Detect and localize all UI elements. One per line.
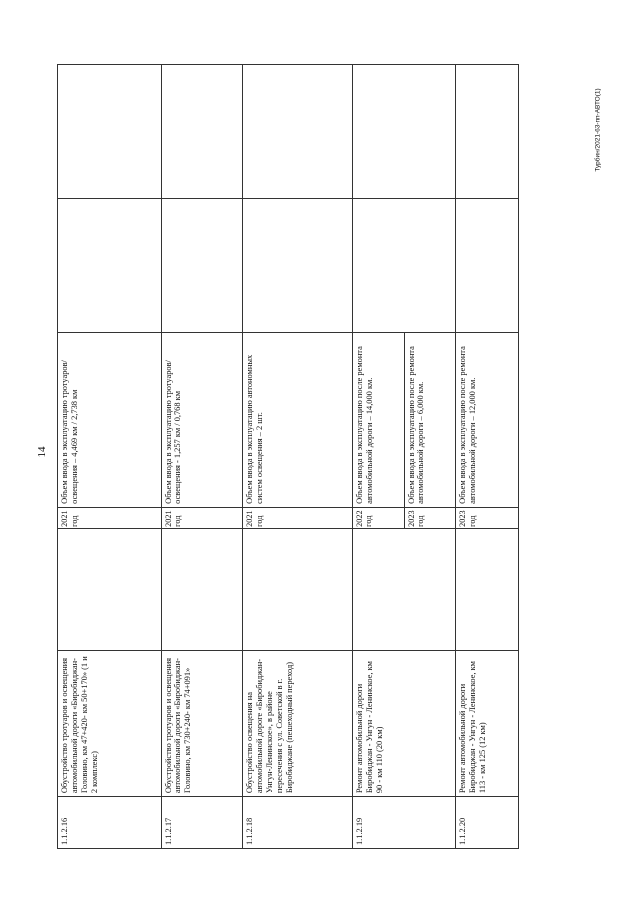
row-title: Ремонт автомобильной дороги Биробиджан - Унгун - Ленинское, км 113 - км 125 (12 км) — [456, 651, 518, 797]
indicator-text: Объем ввода в эксплуатацию после ремонта автомобильной дороги – 14,000 км. — [354, 346, 374, 504]
empty-cell — [162, 65, 243, 198]
year-value: 2021 — [163, 510, 173, 527]
table-row — [58, 65, 162, 848]
indicator-text: Объем ввода в эксплуатацию тротуаров/освещения - 1,257 км / 0,768 км — [163, 360, 183, 504]
page-number-text: 14 — [36, 446, 48, 458]
row-title: Обустройство освещения на автомобильной дороге «Биробиджан-Унгун-Ленинское», в районе пересечения с ул. Советской в г. Биробиджане (пешеходный переход) — [243, 651, 352, 797]
empty-cell — [162, 198, 243, 333]
year-value: 2021 — [60, 510, 69, 527]
empty-cell — [243, 65, 352, 198]
empty-cell — [353, 198, 456, 333]
indicator-year — [353, 507, 404, 528]
empty-cell — [456, 198, 518, 333]
table-row — [243, 65, 353, 848]
empty-cell — [243, 198, 352, 333]
empty-cell — [353, 528, 456, 651]
indicator-year — [58, 507, 161, 528]
empty-cell — [162, 528, 243, 651]
indicator-entry — [162, 333, 243, 527]
row-number: 1.1.2.16 — [58, 796, 161, 848]
indicator-group — [456, 332, 518, 527]
table-row — [162, 65, 244, 848]
empty-cell — [58, 65, 161, 198]
indicator-entry — [243, 333, 352, 527]
year-value: 2023 — [406, 510, 416, 527]
table-row — [456, 65, 518, 848]
empty-cell — [456, 65, 518, 198]
row-title: Ремонт автомобильной дороги Биробиджан - Унгун - Ленинское, км 90 - км 110 (20 км) — [353, 651, 456, 797]
indicator-year — [456, 507, 518, 528]
empty-cell — [58, 198, 161, 333]
year-unit: год — [69, 515, 79, 527]
empty-cell — [243, 528, 352, 651]
indicator-text: Объем ввода в эксплуатацию тротуаров/освещения – 4,469 км / 2,738 км — [60, 360, 79, 504]
indicator-entry — [405, 333, 456, 527]
indicator-group — [353, 332, 456, 527]
indicator-text: Объем ввода в эксплуатацию автономных систем освещения – 2 шт. — [245, 354, 265, 504]
indicator-year — [162, 507, 243, 528]
year-unit: год — [173, 515, 183, 527]
empty-cell — [353, 65, 456, 198]
year-value: 2022 — [354, 510, 364, 527]
indicator-entry — [456, 333, 518, 527]
indicator-text: Объем ввода в эксплуатацию после ремонта автомобильной дороги – 12,000 км. — [458, 346, 478, 504]
indicator-group — [58, 332, 161, 527]
indicator-group — [243, 332, 352, 527]
row-number: 1.1.2.19 — [353, 796, 456, 848]
year-value: 2023 — [458, 510, 468, 527]
indicator-group — [162, 332, 243, 527]
indicator-entry — [353, 333, 405, 527]
year-value: 2021 — [245, 510, 255, 527]
indicator-text: Объем ввода в эксплуатацию после ремонта автомобильной дороги – 6,000 км. — [406, 346, 426, 504]
year-unit: год — [254, 515, 264, 527]
year-unit: год — [364, 515, 374, 527]
indicator-year — [243, 507, 352, 528]
row-number: 1.1.2.17 — [162, 796, 243, 848]
document-code-text: Турбин/2021-63-пп-АВТО(1) — [594, 88, 602, 172]
table-row — [353, 65, 457, 848]
row-title: Обустройство тротуаров и освещения автомобильной дороги «Биробиджан-Головино, км 730+240- км 74+091» — [162, 651, 243, 797]
table-container — [57, 64, 519, 849]
empty-cell — [58, 528, 161, 651]
row-number: 1.1.2.18 — [243, 796, 352, 848]
indicator-year — [405, 507, 456, 528]
year-unit: год — [416, 515, 426, 527]
program-table — [57, 64, 519, 849]
empty-cell — [456, 528, 518, 651]
year-unit: год — [467, 515, 477, 527]
row-title: Обустройство тротуаров и освещения автомобильной дороги «Биробиджан-Головино, км 47+420- км 50+170» (1 и 2 комплекс) — [58, 651, 161, 797]
row-number: 1.1.2.20 — [456, 796, 518, 848]
indicator-entry — [58, 333, 161, 527]
